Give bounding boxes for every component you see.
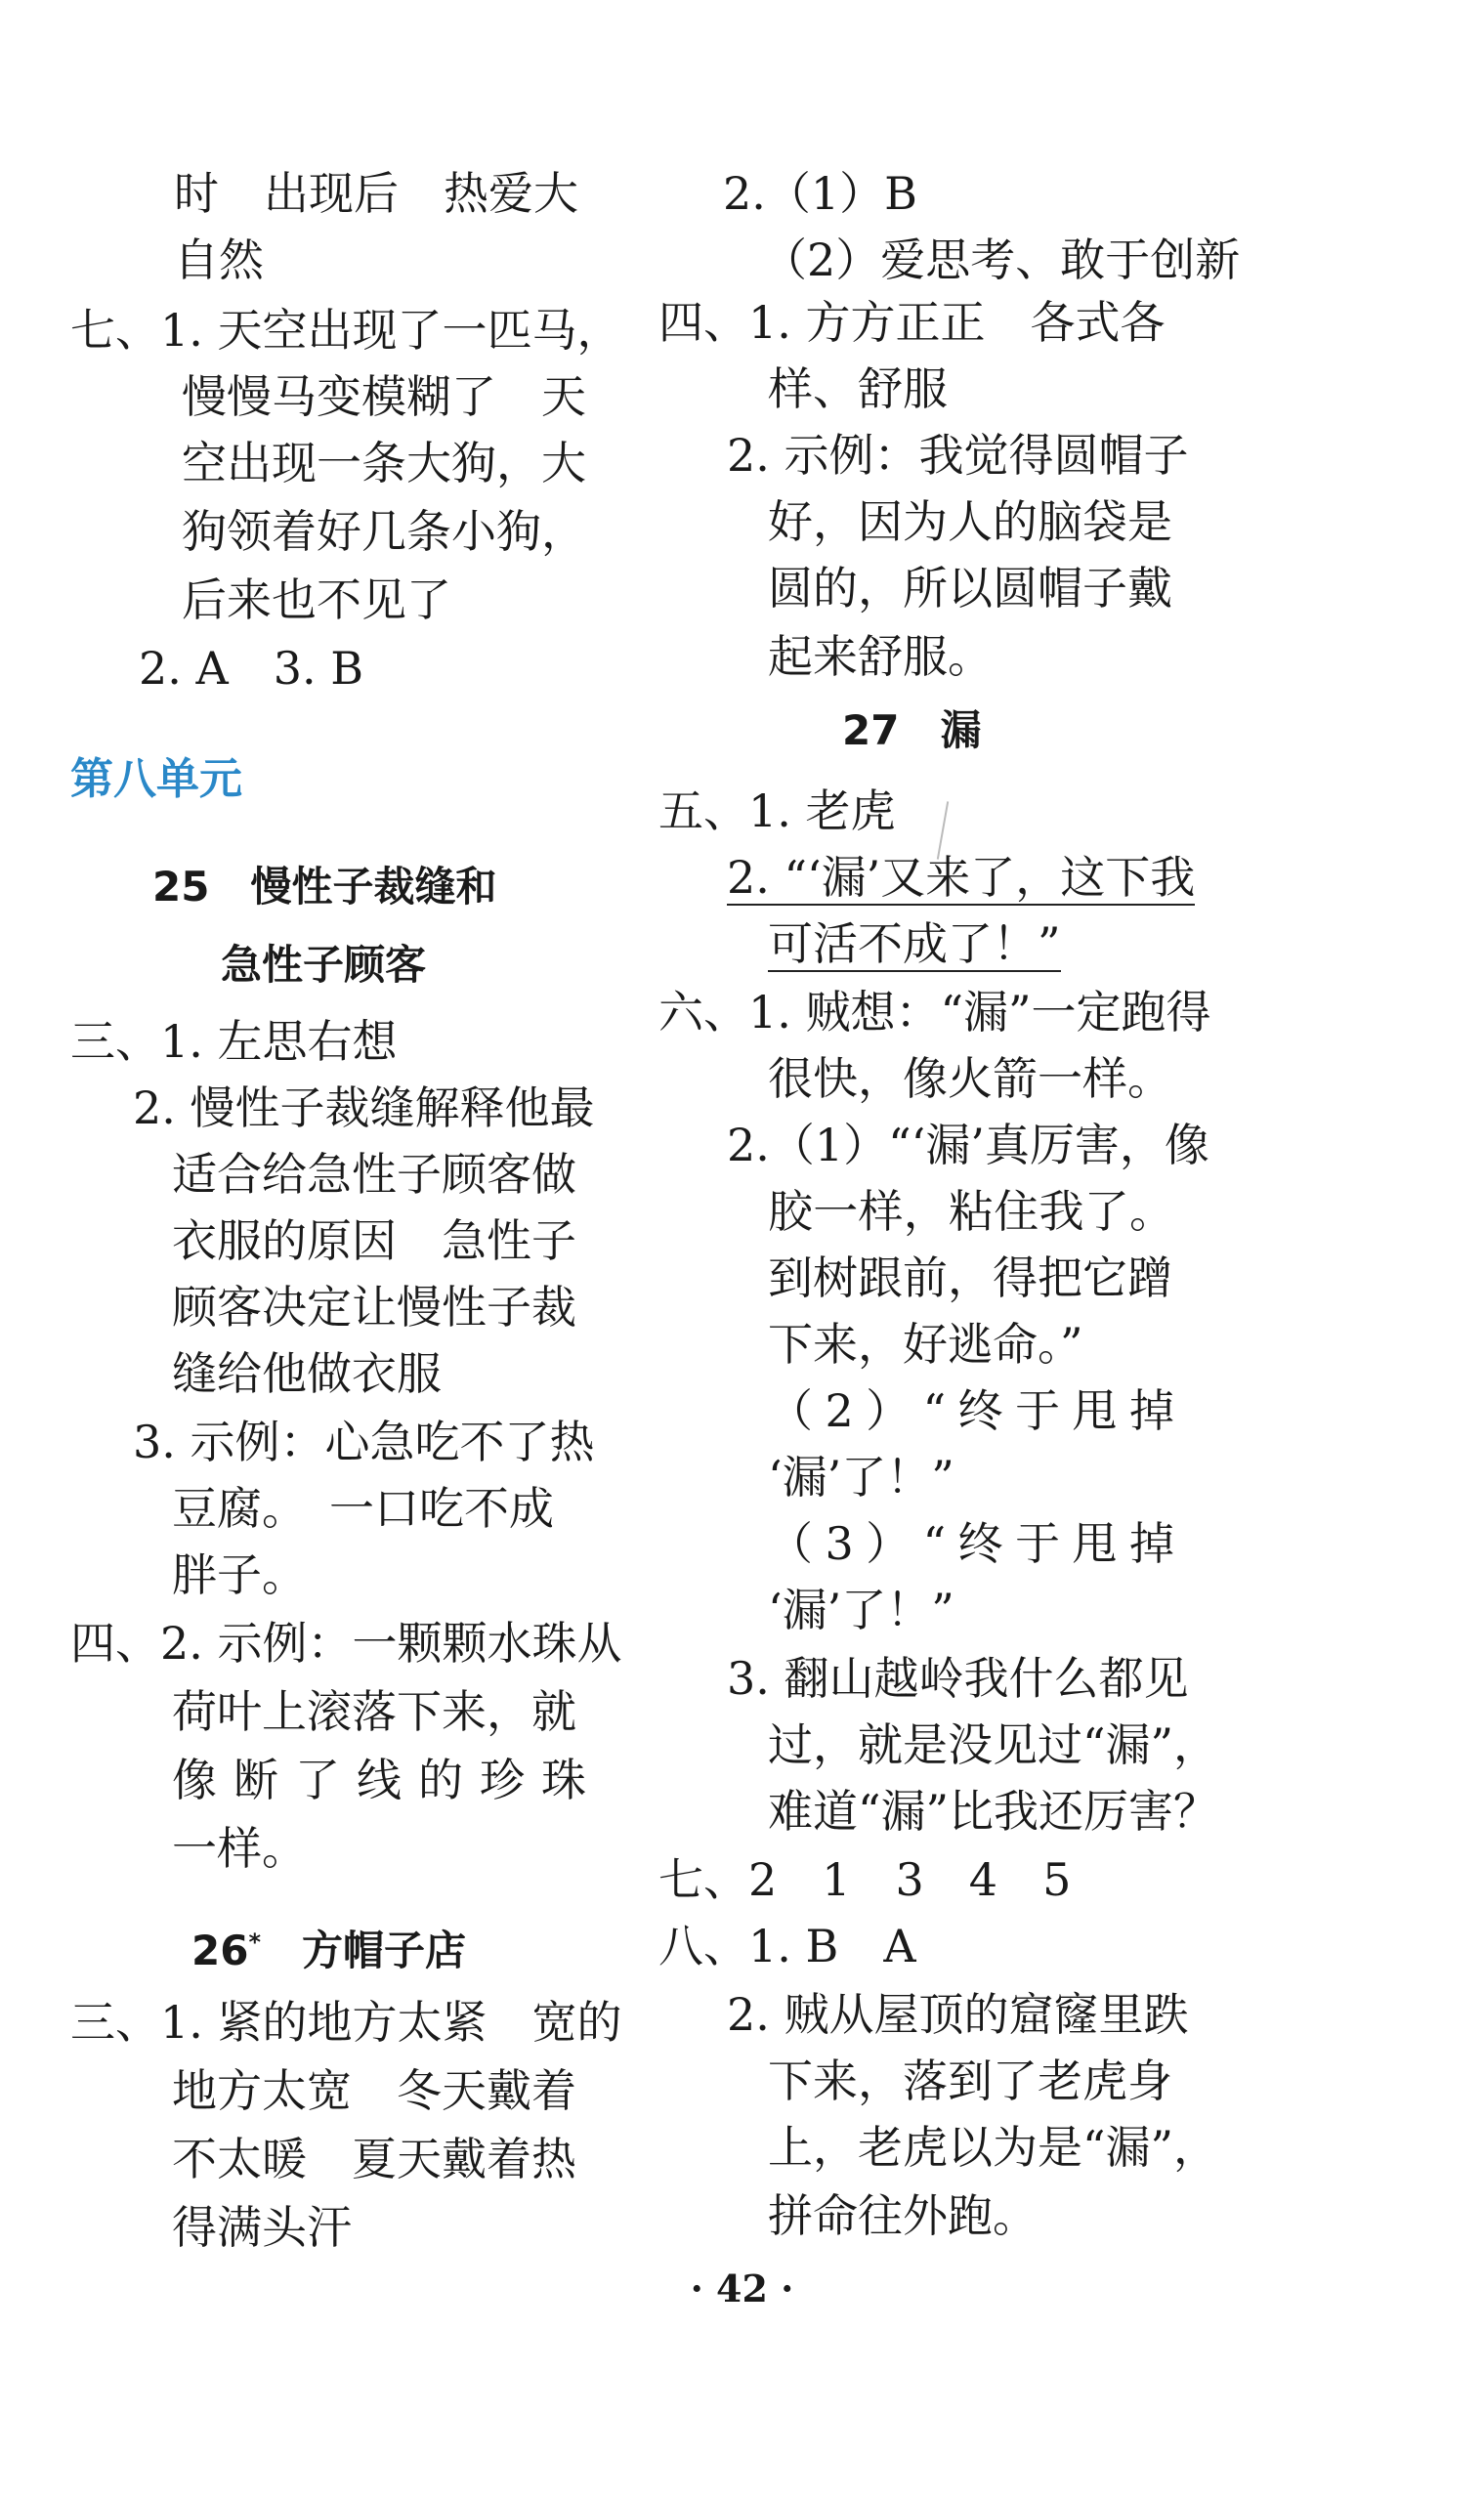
optional-lesson-star: * — [248, 1928, 262, 1956]
lesson-title — [191, 1913, 467, 1974]
answer-line — [768, 1381, 1174, 1440]
answer-line: 好，因为人的脑袋是 — [768, 495, 1172, 548]
answer-text: （2）“终于甩掉 — [768, 1384, 1174, 1437]
answer-line: 2. 贼从屋顶的窟窿里跌 — [727, 1988, 1189, 2041]
answer-line: 三、1. 左思右想 — [70, 1015, 398, 1068]
answer-line: 2. A 3. B — [139, 642, 364, 695]
answer-line: 胖子。 — [172, 1548, 307, 1601]
answer-line: 一样。 — [172, 1822, 307, 1875]
answer-line: 自然 — [174, 233, 264, 286]
answer-line: 下来，好逃命。” — [768, 1318, 1083, 1371]
answer-line: 适合给急性子顾客做 — [172, 1148, 576, 1201]
answer-line: 八、1. B A — [658, 1920, 916, 1972]
answer-line: 五、1. 老虎 — [658, 784, 896, 837]
answer-line: 衣服的原因 急性子 — [172, 1214, 576, 1267]
answer-line: 空出现一条大狗，大 — [182, 437, 586, 489]
answer-text: （3）“终于甩掉 — [768, 1517, 1174, 1570]
answer-text: 胶一样，粘住我了。 — [768, 1185, 1174, 1238]
answer-line: 2.（1）“‘漏’真厉害，像 — [727, 1119, 1209, 1171]
answer-line: 时 出现后 热爱大 — [174, 167, 578, 220]
answer-line: 到树跟前，得把它蹭 — [768, 1251, 1172, 1304]
answer-line: ‘漏’了！” — [768, 1451, 954, 1504]
answer-line: 拼命往外跑。 — [768, 2189, 1038, 2242]
underlined-text: 可活不成了！” — [768, 917, 1061, 970]
answer-line underlined — [727, 848, 1196, 907]
answer-line just — [172, 1751, 586, 1809]
answer-line: 荷叶上滚落下来，就 — [172, 1685, 576, 1738]
answer-line: 地方太宽 冬天戴着 — [172, 2064, 576, 2117]
answer-line: 上，老虎以为是“漏”， — [768, 2121, 1219, 2174]
lesson-name: 方帽子店 — [302, 1927, 467, 1974]
answer-line: 不太暖 夏天戴着热 — [172, 2133, 576, 2185]
answer-line: 七、1. 天空出现了一匹马， — [70, 304, 622, 357]
answer-line: 后来也不见了 — [182, 573, 451, 626]
answer-line: 缝给他做衣服 — [172, 1347, 442, 1400]
answer-line: 慢慢马变模糊了 天 — [182, 370, 586, 423]
answer-line: 狗领着好几条小狗， — [182, 505, 586, 558]
answer-line: 四、2. 示例：一颗颗水珠从 — [70, 1617, 622, 1670]
answer-line underlined — [768, 914, 1061, 973]
answer-line — [768, 1182, 1174, 1241]
answer-line: 三、1. 紧的地方太紧 宽的 — [70, 1996, 622, 2049]
answer-line: 3. 翻山越岭我什么都见 — [727, 1652, 1189, 1705]
answer-line: 样、舒服 — [768, 362, 948, 415]
answer-line: 得满头汗 — [172, 2201, 352, 2254]
lesson-title: 25 慢性子裁缝和 — [152, 863, 497, 911]
answer-line: 2. 示例：我觉得圆帽子 — [727, 429, 1189, 482]
answer-line: （2）爱思考、敢于创新 — [762, 233, 1241, 286]
answer-line: 很快，像火箭一样。 — [768, 1052, 1172, 1105]
answer-line: 豆腐。 一口吃不成 — [172, 1482, 554, 1535]
answer-line: 2. 慢性子裁缝解释他最 — [133, 1081, 595, 1134]
lesson-title: 急性子顾客 — [221, 941, 427, 989]
unit-heading: 第八单元 — [70, 754, 242, 804]
lesson-number: 26 — [191, 1927, 249, 1974]
page-number: · 42 · — [690, 2267, 794, 2310]
answer-line — [768, 1514, 1174, 1573]
answer-line: 圆的，所以圆帽子戴 — [768, 562, 1172, 614]
answer-line: 起来舒服。 — [768, 630, 993, 683]
answer-line: ‘漏’了！” — [768, 1584, 954, 1636]
answer-line: 七、2 1 3 4 5 — [658, 1853, 1072, 1906]
answer-line: 四、1. 方方正正 各式各 — [658, 296, 1166, 349]
answer-line: 顾客决定让慢性子裁 — [172, 1281, 576, 1334]
answer-line: 过，就是没见过“漏”， — [768, 1718, 1219, 1771]
answer-text: 像断了线的珍珠 — [172, 1754, 586, 1806]
lesson-title: 27 漏 — [842, 706, 982, 754]
underlined-text: 2. “‘漏’又来了，这下我 — [727, 851, 1196, 904]
answer-line: 下来，落到了老虎身 — [768, 2055, 1172, 2107]
answer-line: 难道“漏”比我还厉害？ — [768, 1785, 1219, 1838]
answer-line: 2.（1）B — [723, 167, 917, 220]
answer-line: 六、1. 贼想：“漏”一定跑得 — [658, 986, 1211, 1038]
answer-line: 3. 示例：心急吃不了热 — [133, 1416, 595, 1468]
